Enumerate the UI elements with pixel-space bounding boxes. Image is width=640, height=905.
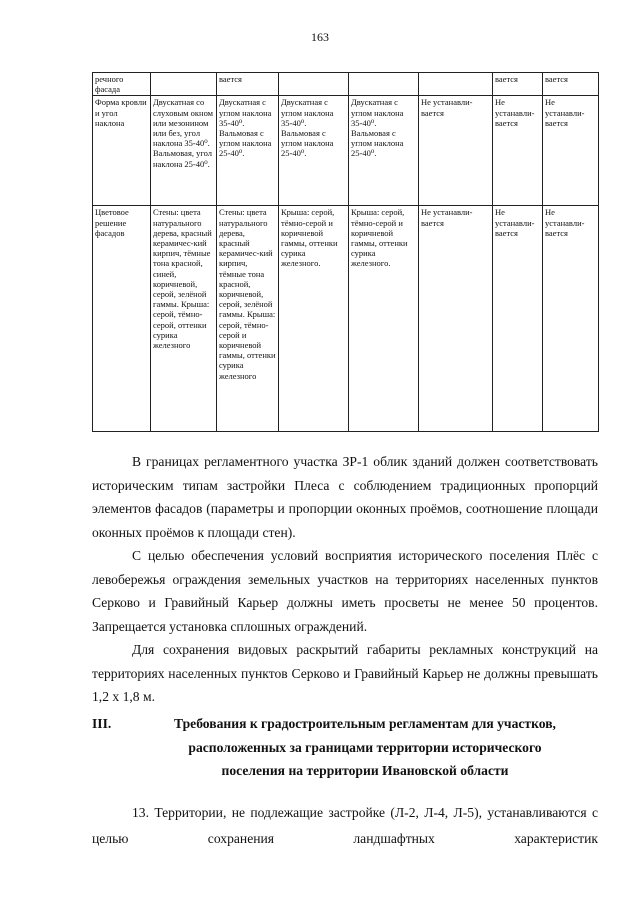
paragraph: В границах регламентного участка ЗР-1 облик зданий должен соответствовать историческим типам застройки Плеса с соблюдением традиционных пропорций элементов фасадов (параметры и пропорции оконных проёмов, соотношение площади оконных проёмов к площади стен). <box>92 454 598 540</box>
table-cell: Не устанавли-вается <box>543 96 599 206</box>
item-13-paragraph: 13. Территории, не подлежащие застройке (Л-2, Л-4, Л-5), устанавливаются с целью сохранения ландшафтных характеристик <box>92 805 598 846</box>
table-cell: речного фасада <box>93 73 151 96</box>
table-cell <box>279 73 349 96</box>
table-cell: Цветовое решение фасадов <box>93 206 151 432</box>
section-number: III. <box>92 716 112 731</box>
table-cell <box>419 73 493 96</box>
table-cell: Не устанавли-вается <box>543 206 599 432</box>
table-cell: Двускатная со слуховым окном или мезонином или без, угол наклона 35-40⁰. Вальмовая, угол наклона 25-40⁰. <box>151 96 217 206</box>
table-cell: Не устанавли-вается <box>419 206 493 432</box>
table-row <box>93 206 599 432</box>
page-number: 163 <box>311 30 329 44</box>
table-cell: вается <box>217 73 279 96</box>
table-cell: Двускатная с углом наклона 35-40⁰. Вальмовая с углом наклона 25-40⁰. <box>349 96 419 206</box>
table-row <box>93 73 599 96</box>
table-cell: вается <box>493 73 543 96</box>
section-heading <box>92 712 598 783</box>
table-cell: Не устанавли-вается <box>493 96 543 206</box>
table-row <box>93 96 599 206</box>
table-cell: Стены: цвета натурального дерева, красный керамичес-кий кирпич, тёмные тона красной, коричневой, серой, зелёной гаммы. Крыша: серой, тёмно-серой и коричневой гаммы, оттенки сурика железного <box>217 206 279 432</box>
table-cell <box>151 73 217 96</box>
section-title-line: расположенных за границами территории исторического <box>188 739 542 755</box>
paragraph: Для сохранения видовых раскрытий габариты рекламных конструкций на территориях населенных пунктов Серково и Гравийный Карьер не должны превышать 1,2 х 1,8 м. <box>92 642 598 704</box>
paragraph: С целью обеспечения условий восприятия исторического поселения Плёс с левобережья ограждения земельных участков на территориях населенных пунктов Серково и Гравийный Карьер должны иметь просветы не менее 50 процентов. Запрещается установка сплошных ограждений. <box>92 548 598 634</box>
table-cell: Форма кровли и угол наклона <box>93 96 151 206</box>
table-cell: Не устанавли-вается <box>493 206 543 432</box>
table-cell: Двускатная с углом наклона 35-40⁰. Вальмовая с углом наклона 25-40⁰. <box>217 96 279 206</box>
table-cell: Крыша: серой, тёмно-серой и коричневой гаммы, оттенки сурика железного. <box>349 206 419 432</box>
table-cell: Двускатная с углом наклона 35-40⁰. Вальмовая с углом наклона 25-40⁰. <box>279 96 349 206</box>
section-title-line: Требования к градостроительным регламентам для участков, <box>174 716 556 731</box>
table-cell: Не устанавли-вается <box>419 96 493 206</box>
table-cell: вается <box>543 73 599 96</box>
table-cell <box>349 73 419 96</box>
regulation-table <box>92 72 599 432</box>
body-text <box>92 450 598 709</box>
table-cell: Стены: цвета натурального дерева, красный керамичес-кий кирпич, тёмные тона красной, синей, коричневой, серой, зелёной гаммы. Крыша: серой, тёмно-серой, оттенки сурика железного <box>151 206 217 432</box>
section-title-line: поселения на территории Ивановской области <box>221 763 509 778</box>
table-cell: Крыша: серой, тёмно-серой и коричневой гаммы, оттенки сурика железного. <box>279 206 349 432</box>
